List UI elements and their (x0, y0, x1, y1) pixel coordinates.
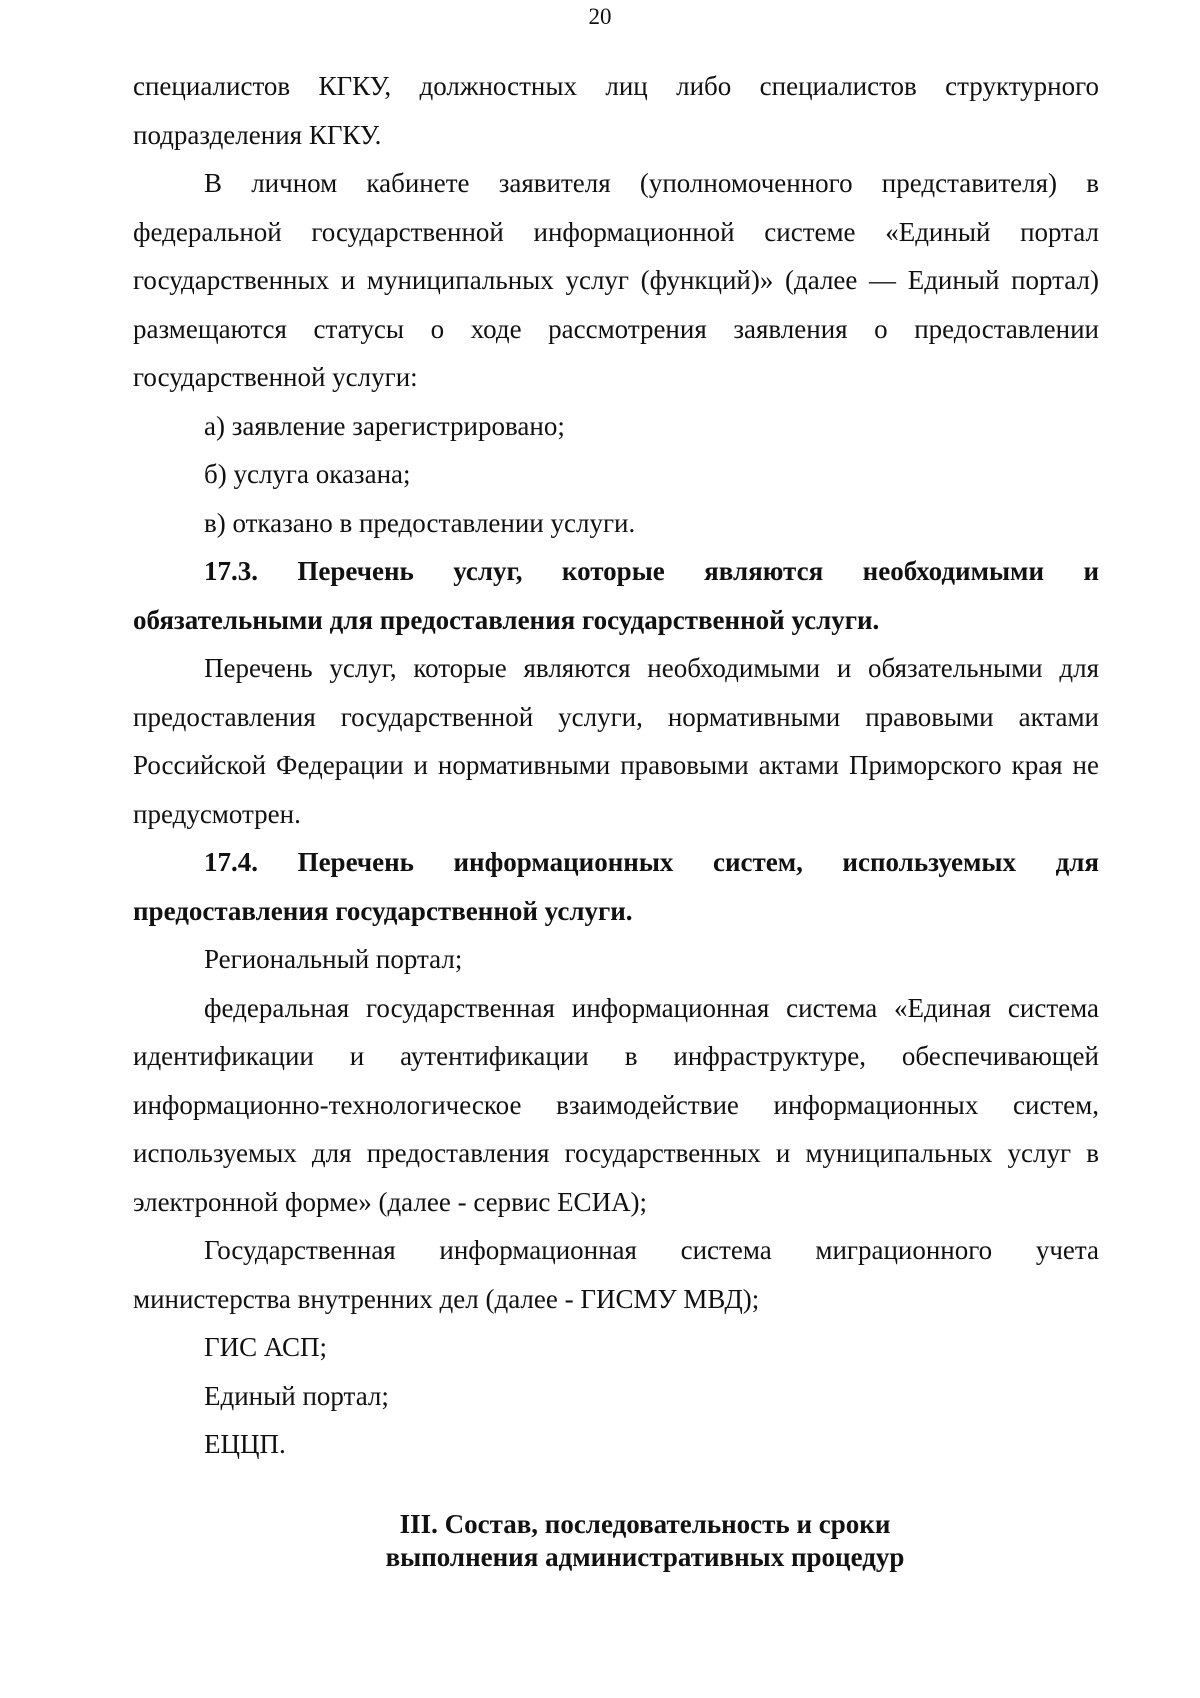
paragraph-required-services: Перечень услуг, которые являются необходимыми и обязательными для предоставления государственной услуги, нормативными правовыми актами Российской Федерации и нормативными правовыми актами Приморского края не предусмотрен. (133, 653, 1099, 829)
list-item-status-refused: в) отказано в предоставлении услуги. (204, 507, 636, 538)
page-number: 20 (588, 4, 612, 29)
list-item-unified-portal: Единый портал; (204, 1380, 389, 1411)
list-item-status-registered: а) заявление зарегистрировано; (204, 410, 565, 441)
heading-17-3: 17.3. Перечень услуг, которые являются необходимыми и обязательными для предоставления государственной услуги. (133, 556, 1099, 635)
paragraph-personal-cabinet-statuses: В личном кабинете заявителя (уполномоченного представителя) в федеральной государственной информационной системе «Единый портал государственных и муниципальных услуг (функций)» (далее — Единый портал) размещаются статусы о ходе рассмотрения заявления о предоставлении государственной услуги: (133, 168, 1099, 392)
paragraph-continuation: специалистов КГКУ, должностных лиц либо специалистов структурного подразделения КГКУ. (133, 71, 1099, 150)
section-title-line-2: выполнения административных процедур (385, 1542, 905, 1572)
list-item-eccp: ЕЦЦП. (204, 1429, 286, 1459)
list-item-gismu-mvd: Государственная информационная система миграционного учета министерства внутренних дел (далее - ГИСМУ МВД); (133, 1235, 1099, 1314)
document-body (133, 62, 1099, 1469)
list-item-gis-asp: ГИС АСП; (204, 1332, 328, 1362)
heading-17-4: 17.4. Перечень информационных систем, используемых для предоставления государственной услуги. (133, 847, 1099, 926)
section-title (0, 1508, 1200, 1574)
list-item-esia: федеральная государственная информационная система «Единая система идентификации и аутентификации в инфраструктуре, обеспечивающей информационно-технологическое взаимодействие информационных систем, используемых для предоставления государственных и муниципальных услуг в электронной форме» (далее - сервис ЕСИА); (133, 992, 1099, 1217)
section-title-line-1: III. Состав, последовательность и сроки (399, 1509, 891, 1539)
list-item-regional-portal: Региональный портал; (204, 944, 463, 974)
list-item-status-provided: б) услуга оказана; (204, 459, 411, 489)
